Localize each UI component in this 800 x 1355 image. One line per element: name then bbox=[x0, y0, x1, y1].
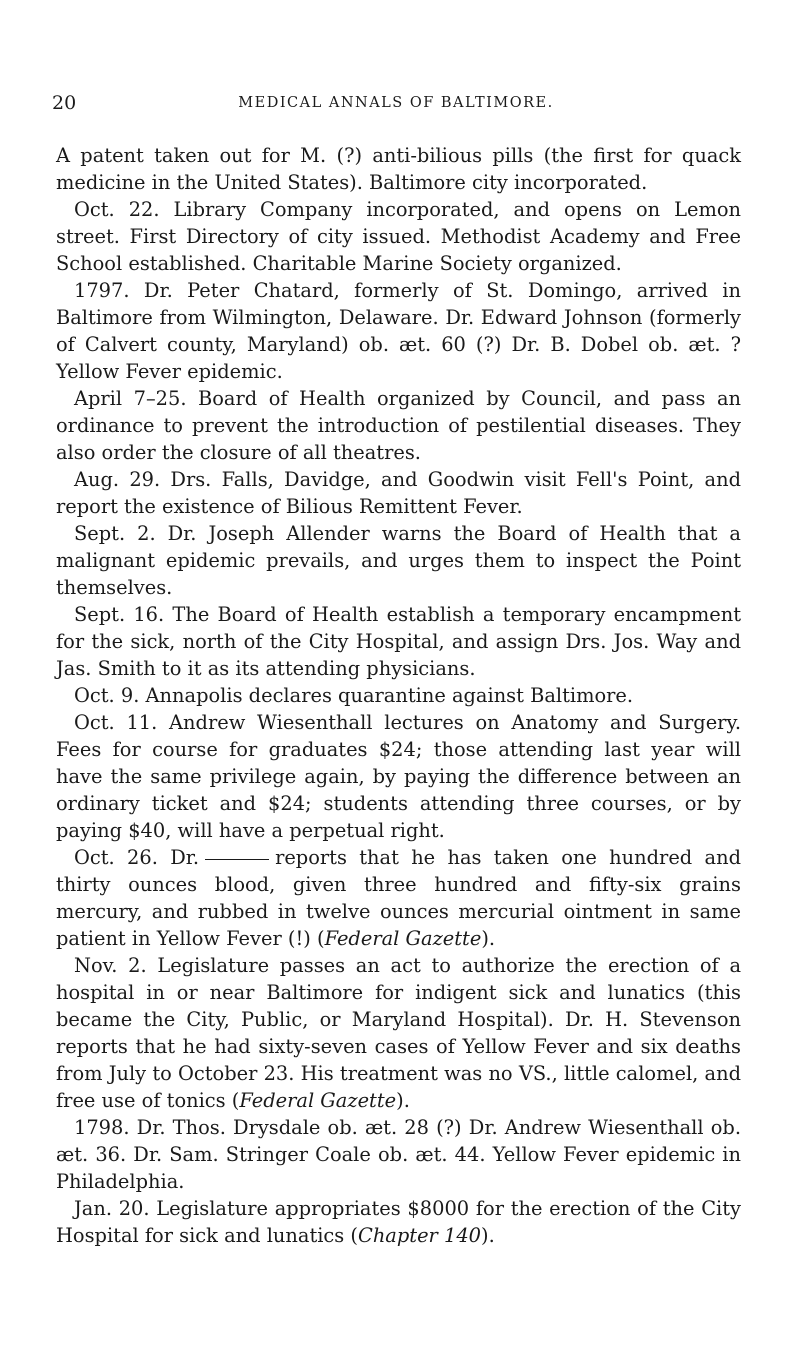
oct26-after: reports that he has taken one hundred and thirty ounces blood, given three hundred and fifty-six grains mercury, and rubbed in twelve ounces mercurial ointment in same patient in Yellow Fever (!) bbox=[56, 846, 741, 950]
jan20-text: Jan. 20. Legislature appropriates $8000 for the erection of the City Hospital for sick and lunatics bbox=[56, 1197, 741, 1247]
paragraph-aug-29: Aug. 29. Drs. Falls, Davidge, and Goodwin visit Fell's Point, and report the existence of Bilious Remittent Fever. bbox=[56, 468, 741, 518]
nov2-text: Nov. 2. Legislature passes an act to authorize the erection of a hospital in or near Baltimore for indigent sick and lunatics (this became the City, Public, or Maryland Hospital). Dr. H. Stevenson reports that he had sixty-seven cases of Yellow Fever and six deaths from July to October 23. His treatment was no VS., little calomel, and free use of tonics bbox=[56, 954, 741, 1112]
page-header bbox=[52, 92, 740, 120]
paragraph-oct-22: Oct. 22. Library Company incorporated, and opens on Lemon street. First Directory of city issued. Methodist Academy and Free School established. Charitable Marine Society organized. bbox=[56, 198, 741, 275]
jan20-source: Chapter 140 bbox=[357, 1224, 481, 1247]
name-omitted-dash bbox=[205, 859, 269, 860]
oct26-before: Oct. 26. Dr. bbox=[74, 846, 200, 869]
paragraph-oct-11: Oct. 11. Andrew Wiesenthall lectures on Anatomy and Surgery. Fees for course for graduates $24; those attending last year will have the same privilege again, by paying the difference between an ordinary ticket and $24; students attending three courses, or by paying $40, will have a perpetual right. bbox=[56, 711, 741, 842]
running-head: MEDICAL ANNALS OF BALTIMORE. bbox=[238, 95, 554, 111]
paragraph-oct-9: Oct. 9. Annapolis declares quarantine against Baltimore. bbox=[74, 684, 634, 707]
paragraph-1797: 1797. Dr. Peter Chatard, formerly of St. Domingo, arrived in Baltimore from Wilmington, Delaware. Dr. Edward Johnson (formerly of Calvert county, Maryland) ob. æt. 60 (?) Dr. B. Dobel ob. æt. ? Yellow Fever epidemic. bbox=[56, 279, 741, 383]
nov2-source: Federal Gazette bbox=[239, 1089, 397, 1112]
paragraph-1798: 1798. Dr. Thos. Drysdale ob. æt. 28 (?) Dr. Andrew Wiesenthall ob. æt. 36. Dr. Sam. Stringer Coale ob. æt. 44. Yellow Fever epidemic in Philadelphia. bbox=[56, 1116, 741, 1193]
oct26-source: Federal Gazette bbox=[324, 927, 482, 950]
body-text bbox=[56, 142, 741, 1249]
page-number: 20 bbox=[52, 92, 77, 114]
paragraph-sept-16: Sept. 16. The Board of Health establish a temporary encampment for the sick, north of the City Hospital, and assign Drs. Jos. Way and Jas. Smith to it as its attending physicians. bbox=[56, 603, 741, 680]
paragraph-april: April 7–25. Board of Health organized by Council, and pass an ordinance to prevent the introduction of pestilential diseases. They also order the closure of all theatres. bbox=[56, 387, 741, 464]
paragraph-jan-20: Jan. 20. Legislature appropriates $8000 for the erection of the City Hospital for sick and lunatics (Chapter 140). bbox=[56, 1197, 741, 1247]
paragraph-oct-26: Oct. 26. Dr. reports that he has taken one hundred and thirty ounces blood, given three hundred and fifty-six grains mercury, and rubbed in twelve ounces mercurial ointment in same patient in Yellow Fever (!) (Federal Gazette). bbox=[56, 846, 741, 950]
paragraph-patent: A patent taken out for M. (?) anti-bilious pills (the first for quack medicine in the United States). Baltimore city incorporated. bbox=[56, 144, 741, 194]
paragraph-nov-2: Nov. 2. Legislature passes an act to authorize the erection of a hospital in or near Baltimore for indigent sick and lunatics (this became the City, Public, or Maryland Hospital). Dr. H. Stevenson reports that he had sixty-seven cases of Yellow Fever and six deaths from July to October 23. His treatment was no VS., little calomel, and free use of tonics (Federal Gazette). bbox=[56, 954, 741, 1112]
paragraph-sept-2: Sept. 2. Dr. Joseph Allender warns the Board of Health that a malignant epidemic prevails, and urges them to inspect the Point themselves. bbox=[56, 522, 741, 599]
